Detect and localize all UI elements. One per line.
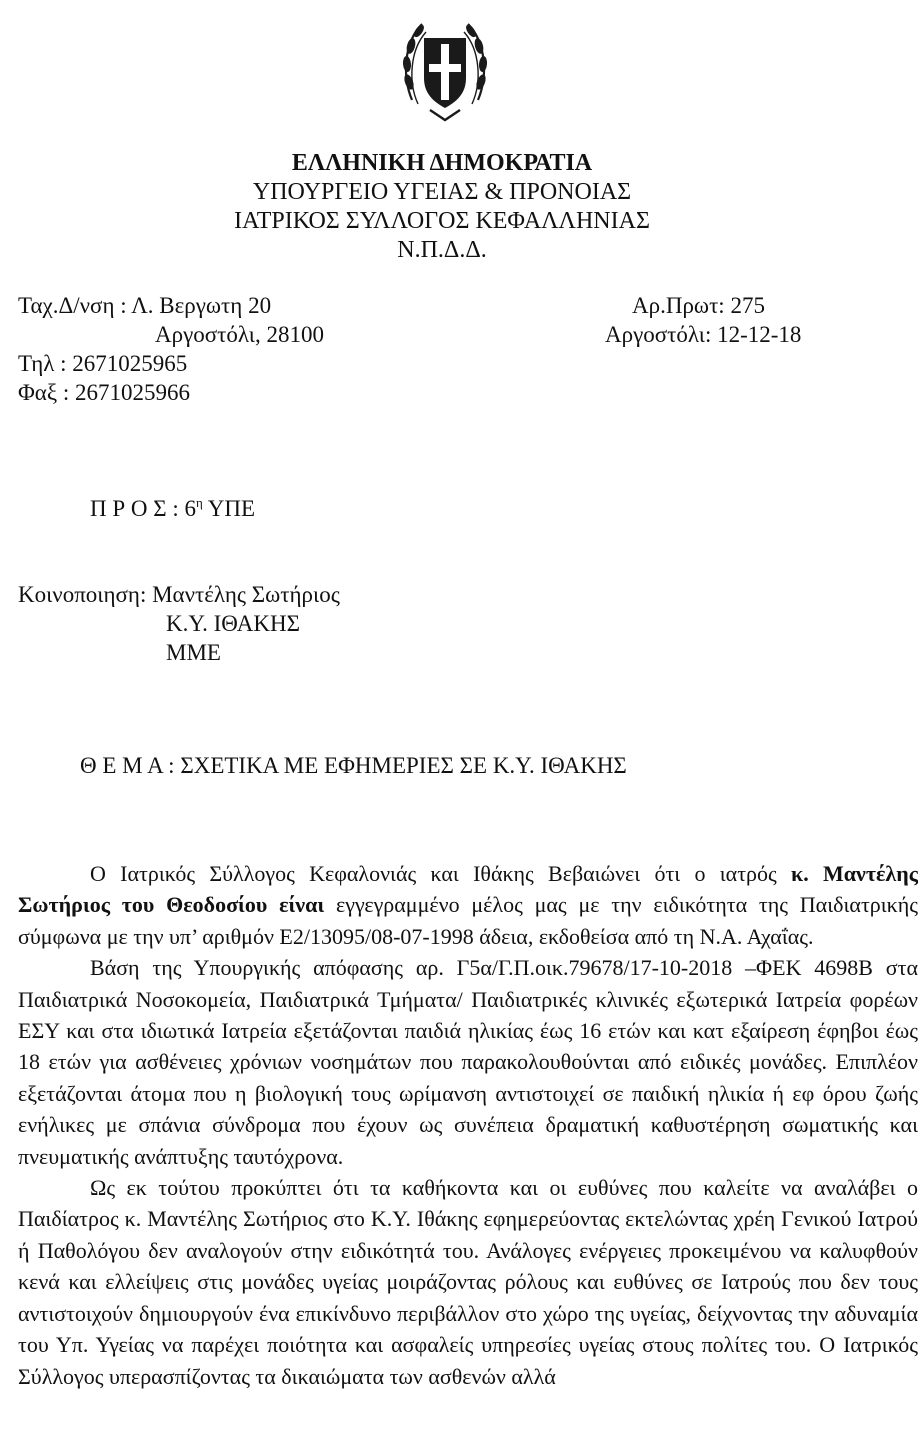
header-association: ΙΑΤΡΙΚΟΣ ΣΥΛΛΟΓΟΣ ΚΕΦΑΛΛΗΝΙΑΣ	[234, 208, 650, 234]
letter-body	[18, 858, 918, 1392]
greek-coat-of-arms-icon	[400, 12, 490, 122]
protocol-number: Αρ.Πρωτ: 275	[632, 293, 765, 318]
recipient-name: ΥΠΕ	[202, 496, 256, 521]
recipient	[90, 495, 255, 522]
body-paragraph-3: Ως εκ τούτου προκύπτει ότι τα καθήκοντα και οι ευθύνες που καλείτε να αναλάβει ο Παιδίατρος κ. Μαντέλης Σωτήριος στο Κ.Υ. Ιθάκης εφημερεύοντας εκτελώντας χρέη Γενικού Ιατρού ή Παθολόγου δεν αναλογούν στην ειδικότητά του. Ανάλογες ενέργειες προκειμένου να καλυφθούν κενά και ελλείψεις στις μονάδες υγείας μοιράζοντας ρόλους και ευθύνες σε Ιατρούς που δεν τους αντιστοιχούν δημιουργούν ένα επικίνδυνο περιβάλλον στο χώρο της υγείας, δείχνοντας την αδυναμία του Υπ. Υγείας να παρέχει ποιότητα και ασφαλείς υπηρεσίες υγείας στους πολίτες του. Ο Ιατρικός Σύλλογος υπερασπίζοντας τα δικαιώματα των ασθενών αλλά	[18, 1175, 918, 1389]
subject-line: Θ Ε Μ Α : ΣΧΕΤΙΚΑ ΜΕ ΕΦΗΜΕΡΙΕΣ ΣΕ Κ.Υ. ΙΘΑΚΗΣ	[80, 753, 627, 778]
cc-health-center: Κ.Υ. ΙΘΑΚΗΣ	[166, 611, 301, 636]
recipient-prefix: Π Ρ Ο Σ : 6	[90, 496, 197, 521]
header-republic: ΕΛΛΗΝΙΚΗ ΔΗΜΟΚΡΑΤΙΑ	[291, 150, 593, 176]
place-date: Αργοστόλι: 12-12-18	[605, 322, 802, 347]
cc-line: Κοινοποιηση: Μαντέλης Σωτήριος	[18, 582, 340, 607]
sender-fax: Φαξ : 2671025966	[18, 380, 191, 405]
cc-media: ΜΜΕ	[166, 640, 221, 665]
header-legal-entity: Ν.Π.Δ.Δ.	[397, 237, 487, 263]
body-paragraph-2: Βάση της Υπουργικής απόφασης αρ. Γ5α/Γ.Π.οικ.79678/17-10-2018 –ΦΕΚ 4698Β στα Παιδιατρικά Νοσοκομεία, Παιδιατρικά Τμήματα/ Παιδιατρικές κλινικές εξωτερικά Ιατρεία φορέων ΕΣΥ και στα ιδιωτικά Ιατρεία εξετάζονται παιδιά ηλικίας έως 16 ετών και κατ εξαίρεση έφηβοι έως 18 ετών για ασθένειες χρόνιων νοσημάτων που παρακολουθούνται από ειδικές μονάδες. Επιπλέον εξετάζονται άτομα που η βιολογική τους ωρίμανση αντιστοιχεί σε παιδική ηλικία ή εφ όρου ζωής ενήλικες με σπάνια σύνδρομα που έχουν ως συνέπεια δραματική καθυστέρηση σωματικής και πνευματικής ανάπτυξης ταυτόχρονα.	[18, 955, 918, 1169]
body-paragraph-1	[18, 858, 918, 952]
recipient-ordinal: η	[196, 495, 203, 510]
sender-address: Ταχ.Δ/νση : Λ. Βεργωτη 20	[18, 293, 272, 318]
p1-text-start: Ο Ιατρικός Σύλλογος Κεφαλονιάς και Ιθάκης Βεβαιώνει ότι ο ιατρός	[90, 861, 791, 886]
p1-text-bold: κ. Μαντέλης Σωτήριος του Θεοδοσίου είναι	[18, 861, 918, 918]
header-ministry: ΥΠΟΥΡΓΕΙΟ ΥΓΕΙΑΣ & ΠΡΟΝΟΙΑΣ	[252, 179, 632, 205]
sender-city: Αργοστόλι, 28100	[155, 322, 324, 347]
sender-phone: Τηλ : 2671025965	[18, 351, 188, 376]
p1-text-end: εγγεγραμμένο μέλος μας με την ειδικότητα της Παιδιατρικής σύμφωνα με την υπ’ αριθμόν Ε2/13095/08-07-1998 άδεια, εκδοθείσα από τη Ν.Α. Αχαΐας.	[18, 892, 918, 949]
